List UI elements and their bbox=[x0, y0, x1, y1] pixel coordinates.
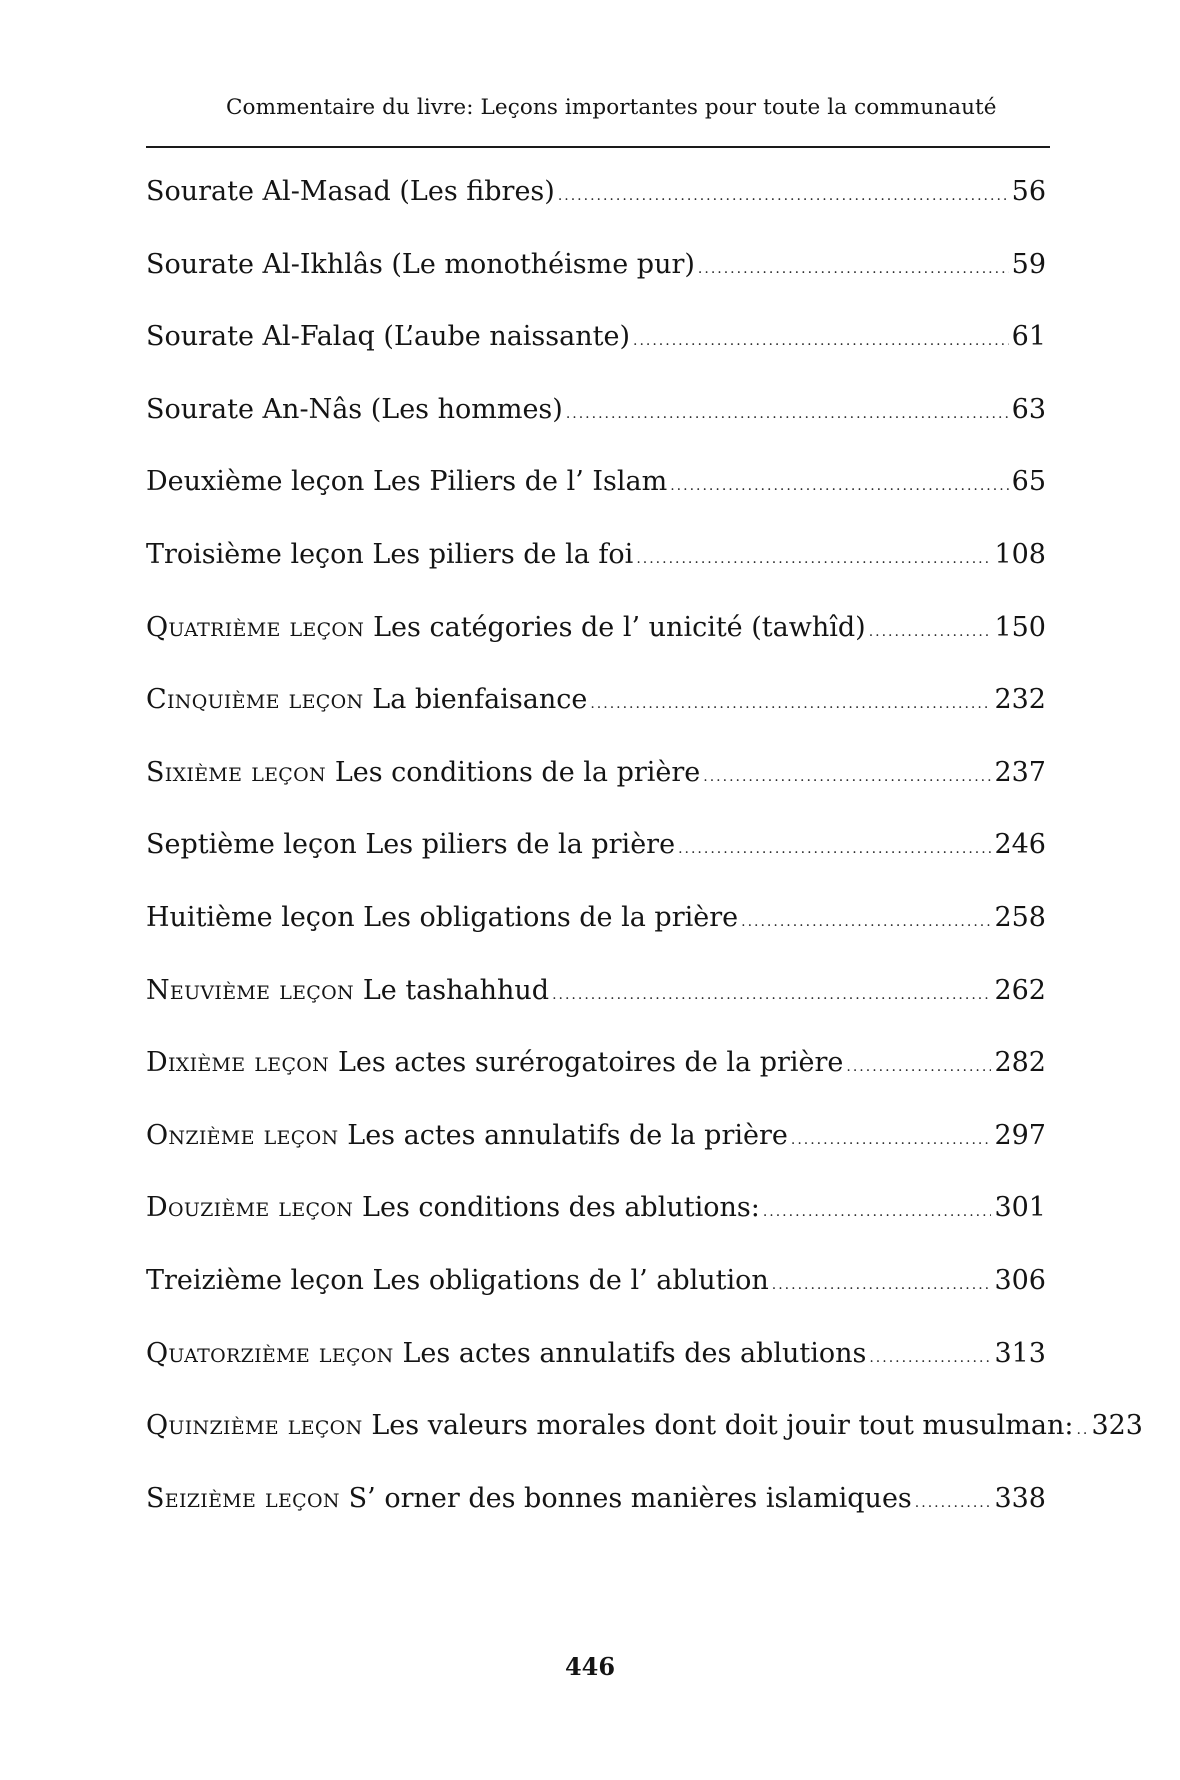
toc-entry bbox=[146, 902, 1046, 975]
toc-dot-leader bbox=[698, 261, 1009, 277]
toc-dot-leader bbox=[590, 696, 991, 712]
toc-entry-heading: Les actes annulatifs des ablutions bbox=[402, 1337, 867, 1369]
toc-entry-heading: La bienfaisance bbox=[372, 684, 588, 716]
toc-entry-page-number: 232 bbox=[994, 684, 1046, 716]
page-number: 446 bbox=[564, 1652, 616, 1681]
toc-entry-heading: Sourate Al-Masad (Les fibres) bbox=[146, 176, 555, 207]
toc-entry-lesson-label: Neuvième leçon bbox=[146, 974, 363, 1006]
header-rule bbox=[146, 146, 1050, 148]
toc-entry-heading: Septième leçon Les piliers de la prière bbox=[146, 829, 676, 861]
toc-entry-heading: Les valeurs morales dont doit jouir tout musulman: bbox=[371, 1410, 1074, 1442]
toc-entry-title bbox=[146, 975, 549, 1006]
toc-entry bbox=[146, 1120, 1046, 1193]
toc-dot-leader bbox=[566, 406, 1009, 422]
toc-entry-title bbox=[146, 1047, 843, 1078]
toc-dot-leader bbox=[558, 188, 1009, 204]
toc-entry-title bbox=[146, 684, 587, 715]
toc-entry bbox=[146, 612, 1046, 685]
toc-entry-page-number: 59 bbox=[1011, 248, 1046, 280]
toc-dot-leader bbox=[791, 1132, 992, 1148]
toc-entry bbox=[146, 1338, 1046, 1411]
toc-entry-page-number: 61 bbox=[1011, 321, 1046, 353]
toc-dot-leader bbox=[1076, 1422, 1088, 1438]
toc-entry-title bbox=[146, 1265, 769, 1296]
toc-entry-heading: Treizième leçon Les obligations de l’ ablution bbox=[146, 1264, 769, 1296]
toc-entry-lesson-label: Onzième leçon bbox=[146, 1119, 348, 1151]
toc-entry-lesson-label: Quinzième leçon bbox=[146, 1410, 372, 1442]
toc-entry-page-number: 63 bbox=[1011, 393, 1046, 425]
toc-entry bbox=[146, 176, 1046, 249]
toc-entry-lesson-label: Quatorzième leçon bbox=[146, 1337, 403, 1369]
toc-entry-page-number: 56 bbox=[1011, 176, 1046, 207]
toc-entry bbox=[146, 249, 1046, 322]
toc-dot-leader bbox=[670, 478, 1008, 494]
toc-entry-page-number: 150 bbox=[994, 611, 1046, 643]
toc-entry bbox=[146, 684, 1046, 757]
toc-entry-lesson-label: Quatrième leçon bbox=[146, 611, 374, 643]
toc-entry-heading: Les conditions de la prière bbox=[334, 756, 701, 788]
toc-entry-title bbox=[146, 829, 675, 860]
toc-entry-page-number: 306 bbox=[994, 1264, 1046, 1296]
table-of-contents bbox=[146, 176, 1143, 1555]
toc-entry-title bbox=[146, 1120, 788, 1151]
toc-entry-page-number: 282 bbox=[994, 1047, 1046, 1079]
toc-dot-leader bbox=[869, 1350, 991, 1366]
toc-dot-leader bbox=[636, 551, 991, 567]
toc-entry-lesson-label: Douzième leçon bbox=[146, 1192, 363, 1224]
toc-entry-lesson-label: Seizième leçon bbox=[146, 1482, 349, 1514]
toc-entry-title bbox=[146, 394, 563, 425]
toc-entry-heading: Sourate Al-Falaq (L’aube naissante) bbox=[146, 321, 630, 353]
toc-entry bbox=[146, 394, 1046, 467]
toc-entry-heading: Les actes annulatifs de la prière bbox=[347, 1119, 788, 1151]
toc-entry-title bbox=[146, 612, 866, 643]
toc-entry-page-number: 237 bbox=[994, 756, 1046, 788]
toc-entry-title bbox=[146, 176, 555, 207]
toc-dot-leader bbox=[915, 1495, 992, 1511]
toc-entry bbox=[146, 539, 1046, 612]
toc-entry-page-number: 297 bbox=[994, 1119, 1046, 1151]
toc-entry bbox=[146, 1483, 1046, 1556]
toc-entry-title bbox=[146, 1338, 866, 1369]
toc-entry-title bbox=[146, 1192, 760, 1223]
toc-entry-heading: Le tashahhud bbox=[362, 974, 550, 1006]
toc-dot-leader bbox=[552, 987, 991, 1003]
toc-entry-heading: Sourate An-Nâs (Les hommes) bbox=[146, 393, 563, 425]
toc-entry-title bbox=[146, 249, 695, 280]
toc-entry-title bbox=[146, 1410, 1073, 1441]
toc-entry-heading: Les conditions des ablutions: bbox=[362, 1192, 760, 1224]
toc-entry-page-number: 323 bbox=[1091, 1410, 1143, 1442]
running-header: Commentaire du livre: Leçons importantes pour toute la communauté bbox=[226, 95, 997, 120]
toc-dot-leader bbox=[846, 1059, 991, 1075]
toc-entry-lesson-label: Cinquième leçon bbox=[146, 684, 373, 716]
toc-entry bbox=[146, 1047, 1046, 1120]
toc-entry bbox=[146, 757, 1046, 830]
toc-entry-title bbox=[146, 902, 738, 933]
toc-entry-title bbox=[146, 1483, 912, 1514]
toc-entry-page-number: 108 bbox=[994, 538, 1046, 570]
toc-entry-heading: Troisième leçon Les piliers de la foi bbox=[146, 538, 634, 570]
toc-dot-leader bbox=[741, 914, 991, 930]
toc-entry-title bbox=[146, 321, 630, 352]
toc-entry-title bbox=[146, 539, 633, 570]
toc-entry-title bbox=[146, 757, 700, 788]
toc-entry-page-number: 262 bbox=[994, 974, 1046, 1006]
toc-entry-heading: Huitième leçon Les obligations de la prière bbox=[146, 901, 739, 933]
toc-entry bbox=[146, 466, 1046, 539]
toc-entry bbox=[146, 321, 1046, 394]
toc-entry-heading: Sourate Al-Ikhlâs (Le monothéisme pur) bbox=[146, 248, 695, 280]
toc-entry-page-number: 246 bbox=[994, 829, 1046, 861]
toc-entry-heading: S’ orner des bonnes manières islamiques bbox=[348, 1482, 912, 1514]
toc-entry bbox=[146, 1410, 1143, 1483]
toc-entry bbox=[146, 1265, 1046, 1338]
toc-dot-leader bbox=[763, 1204, 992, 1220]
toc-dot-leader bbox=[703, 769, 991, 785]
toc-entry-lesson-label: Sixième leçon bbox=[146, 756, 335, 788]
toc-dot-leader bbox=[633, 333, 1009, 349]
toc-dot-leader bbox=[772, 1277, 992, 1293]
toc-entry-page-number: 301 bbox=[994, 1192, 1046, 1224]
toc-entry-heading: Deuxième leçon Les Piliers de l’ Islam bbox=[146, 466, 668, 498]
toc-entry-heading: Les actes surérogatoires de la prière bbox=[337, 1047, 844, 1079]
toc-entry-page-number: 338 bbox=[994, 1482, 1046, 1514]
toc-entry-heading: Les catégories de l’ unicité (tawhîd) bbox=[373, 611, 866, 643]
toc-entry-page-number: 65 bbox=[1011, 466, 1046, 498]
toc-dot-leader bbox=[869, 624, 992, 640]
toc-entry bbox=[146, 975, 1046, 1048]
toc-dot-leader bbox=[678, 841, 991, 857]
toc-entry-lesson-label: Dixième leçon bbox=[146, 1047, 338, 1079]
toc-entry-page-number: 313 bbox=[994, 1337, 1046, 1369]
toc-entry bbox=[146, 1192, 1046, 1265]
toc-entry bbox=[146, 829, 1046, 902]
toc-entry-title bbox=[146, 466, 667, 497]
toc-entry-page-number: 258 bbox=[994, 901, 1046, 933]
